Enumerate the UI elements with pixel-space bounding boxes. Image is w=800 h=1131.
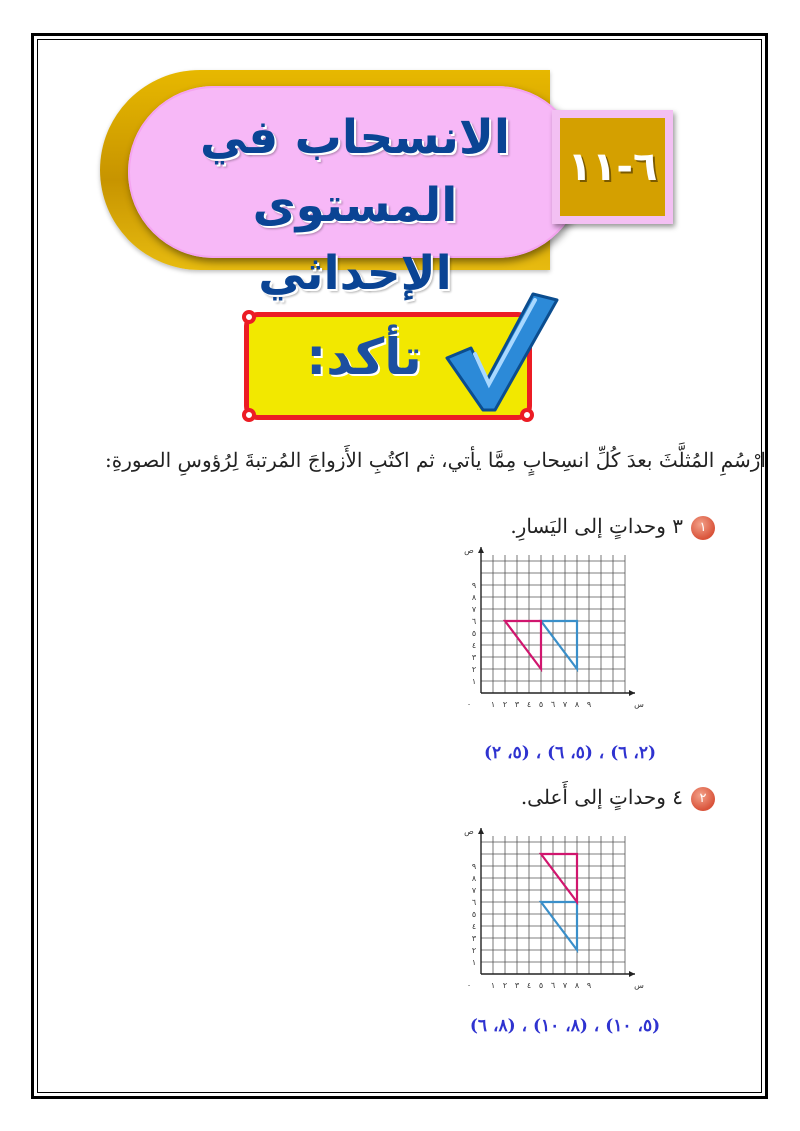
y-tick-label: ٩ (471, 581, 477, 590)
y-axis-label: ص (464, 827, 474, 836)
exercise-1 (380, 514, 715, 540)
y-tick-label: ٦ (471, 898, 477, 907)
lesson-title-line2: المستوى الإحداثي (252, 178, 458, 301)
y-tick-label: ٢ (471, 665, 477, 674)
exercise-prompt: ٤ وحداتٍ إلى أَعلى. (520, 785, 683, 809)
lesson-number-box (552, 110, 673, 224)
x-axis-arrow (629, 971, 635, 977)
exercise-number-badge: ٢ (691, 787, 715, 811)
y-tick-label: ٧ (471, 605, 477, 614)
instruction-text: ارْسُمِ المُثلَّثَ بعدَ كُلِّ انسِحابٍ مِمَّا يأتي، ثم اكتُبِ الأَزواجَ المُرتبةَ لِرُؤوسِ الصورةِ: (105, 448, 766, 472)
y-tick-label: ٦ (471, 617, 477, 626)
exercise-prompt: ٣ وحداتٍ إلى اليَسارِ. (510, 514, 683, 538)
x-tick-label: ٧ (562, 981, 568, 990)
x-tick-label: ٩ (586, 981, 592, 990)
exercise-number-badge: ١ (691, 516, 715, 540)
x-tick-label: ٢ (502, 700, 508, 709)
x-tick-label: ٣ (514, 700, 520, 709)
y-tick-label: ٨ (471, 593, 477, 602)
x-tick-label: ٩ (586, 700, 592, 709)
origin-label: ٠ (466, 981, 472, 990)
lesson-title (150, 104, 560, 308)
y-tick-label: ٢ (471, 946, 477, 955)
x-tick-label: ١ (490, 700, 496, 709)
y-tick-label: ٣ (471, 653, 477, 662)
check-section-label: تأكد: (306, 328, 422, 386)
x-tick-label: ٨ (574, 700, 580, 709)
x-tick-label: ٥ (538, 981, 544, 990)
y-tick-label: ٨ (471, 874, 477, 883)
x-axis-label: س (634, 700, 644, 709)
x-tick-label: ٦ (550, 700, 556, 709)
origin-label: ٠ (466, 700, 472, 709)
x-axis-label: س (634, 981, 644, 990)
x-tick-label: ٢ (502, 981, 508, 990)
exercise-2-answer: (٥، ١٠) ، (٨، ١٠) ، (٨، ٦) (469, 1016, 661, 1036)
x-tick-label: ٤ (526, 700, 532, 709)
y-tick-label: ١ (471, 677, 477, 686)
y-tick-label: ٧ (471, 886, 477, 895)
y-tick-label: ٤ (471, 922, 477, 931)
y-tick-label: ١ (471, 958, 477, 967)
coordinate-grid-2 (455, 827, 644, 1006)
checkmark-icon (435, 280, 565, 420)
coordinate-grid-1 (455, 546, 644, 725)
corner-ring (242, 408, 256, 422)
x-tick-label: ٧ (562, 700, 568, 709)
y-tick-label: ٣ (471, 934, 477, 943)
y-tick-label: ٥ (471, 910, 477, 919)
exercise-1-answer: (٢، ٦) ، (٥، ٦) ، (٥، ٢) (484, 743, 656, 763)
x-tick-label: ٦ (550, 981, 556, 990)
lesson-title-line1: الانسحاب في (199, 110, 511, 165)
exercise-2 (380, 785, 715, 811)
y-tick-label: ٤ (471, 641, 477, 650)
x-axis-arrow (629, 690, 635, 696)
x-tick-label: ٣ (514, 981, 520, 990)
lesson-number: ٦-١١ (560, 118, 665, 216)
y-tick-label: ٥ (471, 629, 477, 638)
x-tick-label: ١ (490, 981, 496, 990)
x-tick-label: ٨ (574, 981, 580, 990)
x-tick-label: ٤ (526, 981, 532, 990)
x-tick-label: ٥ (538, 700, 544, 709)
corner-ring (242, 310, 256, 324)
y-axis-label: ص (464, 546, 474, 555)
y-tick-label: ٩ (471, 862, 477, 871)
